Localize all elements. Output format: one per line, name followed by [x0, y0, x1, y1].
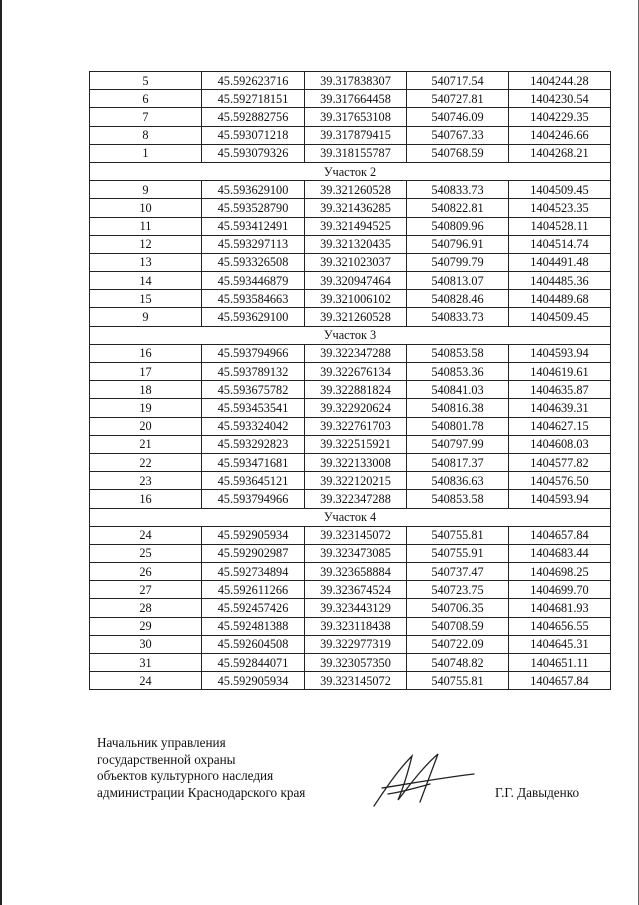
latitude-cell: 45.593446879	[202, 272, 305, 290]
table-row	[90, 181, 611, 199]
y-coordinate-cell: 1404229.35	[509, 108, 611, 126]
y-coordinate-cell: 1404657.84	[509, 672, 611, 690]
x-coordinate-cell: 540841.03	[407, 381, 509, 399]
longitude-cell: 39.317664458	[305, 90, 407, 108]
longitude-cell: 39.321260528	[305, 308, 407, 326]
position-line: государственной охраны	[97, 751, 236, 767]
table-row	[90, 199, 611, 217]
x-coordinate-cell: 540853.36	[407, 363, 509, 381]
section-header-row	[90, 508, 611, 526]
y-coordinate-cell: 1404656.55	[509, 617, 611, 635]
y-coordinate-cell: 1404577.82	[509, 453, 611, 471]
point-number-cell: 12	[90, 235, 202, 253]
y-coordinate-cell: 1404514.74	[509, 235, 611, 253]
x-coordinate-cell: 540737.47	[407, 563, 509, 581]
table-row	[90, 126, 611, 144]
point-number-cell: 1	[90, 144, 202, 162]
latitude-cell: 45.593528790	[202, 199, 305, 217]
x-coordinate-cell: 540813.07	[407, 272, 509, 290]
point-number-cell: 17	[90, 363, 202, 381]
latitude-cell: 45.592902987	[202, 544, 305, 562]
longitude-cell: 39.317838307	[305, 72, 407, 90]
latitude-cell: 45.593789132	[202, 363, 305, 381]
table-row	[90, 599, 611, 617]
latitude-cell: 45.593645121	[202, 472, 305, 490]
x-coordinate-cell: 540755.81	[407, 672, 509, 690]
y-coordinate-cell: 1404485.36	[509, 272, 611, 290]
section-header-row	[90, 326, 611, 344]
coordinates-table	[89, 71, 611, 690]
handwritten-signature	[368, 748, 478, 812]
point-number-cell: 24	[90, 672, 202, 690]
latitude-cell: 45.593471681	[202, 453, 305, 471]
longitude-cell: 39.322920624	[305, 399, 407, 417]
section-label: Участок 3	[90, 326, 611, 344]
longitude-cell: 39.322120215	[305, 472, 407, 490]
latitude-cell: 45.592734894	[202, 563, 305, 581]
point-number-cell: 15	[90, 290, 202, 308]
point-number-cell: 5	[90, 72, 202, 90]
longitude-cell: 39.321320435	[305, 235, 407, 253]
y-coordinate-cell: 1404593.94	[509, 490, 611, 508]
y-coordinate-cell: 1404491.48	[509, 253, 611, 271]
longitude-cell: 39.322347288	[305, 344, 407, 362]
x-coordinate-cell: 540767.33	[407, 126, 509, 144]
longitude-cell: 39.322133008	[305, 453, 407, 471]
point-number-cell: 25	[90, 544, 202, 562]
y-coordinate-cell: 1404683.44	[509, 544, 611, 562]
table-row	[90, 581, 611, 599]
y-coordinate-cell: 1404698.25	[509, 563, 611, 581]
x-coordinate-cell: 540755.91	[407, 544, 509, 562]
table-row	[90, 617, 611, 635]
table-row	[90, 472, 611, 490]
latitude-cell: 45.593326508	[202, 253, 305, 271]
x-coordinate-cell: 540706.35	[407, 599, 509, 617]
point-number-cell: 11	[90, 217, 202, 235]
longitude-cell: 39.323118438	[305, 617, 407, 635]
latitude-cell: 45.593292823	[202, 435, 305, 453]
longitude-cell: 39.321436285	[305, 199, 407, 217]
latitude-cell: 45.593079326	[202, 144, 305, 162]
longitude-cell: 39.323674524	[305, 581, 407, 599]
y-coordinate-cell: 1404489.68	[509, 290, 611, 308]
y-coordinate-cell: 1404509.45	[509, 181, 611, 199]
latitude-cell: 45.592481388	[202, 617, 305, 635]
point-number-cell: 6	[90, 90, 202, 108]
point-number-cell: 22	[90, 453, 202, 471]
longitude-cell: 39.321260528	[305, 181, 407, 199]
x-coordinate-cell: 540799.79	[407, 253, 509, 271]
longitude-cell: 39.322761703	[305, 417, 407, 435]
x-coordinate-cell: 540708.59	[407, 617, 509, 635]
point-number-cell: 21	[90, 435, 202, 453]
point-number-cell: 24	[90, 526, 202, 544]
longitude-cell: 39.322676134	[305, 363, 407, 381]
latitude-cell: 45.592905934	[202, 526, 305, 544]
coordinates-table-body	[90, 72, 611, 690]
page-left-edge	[0, 0, 2, 905]
point-number-cell: 10	[90, 199, 202, 217]
latitude-cell: 45.592718151	[202, 90, 305, 108]
point-number-cell: 8	[90, 126, 202, 144]
longitude-cell: 39.317879415	[305, 126, 407, 144]
longitude-cell: 39.323443129	[305, 599, 407, 617]
x-coordinate-cell: 540727.81	[407, 90, 509, 108]
table-row	[90, 654, 611, 672]
point-number-cell: 14	[90, 272, 202, 290]
point-number-cell: 19	[90, 399, 202, 417]
x-coordinate-cell: 540797.99	[407, 435, 509, 453]
latitude-cell: 45.592844071	[202, 654, 305, 672]
x-coordinate-cell: 540853.58	[407, 344, 509, 362]
table-row	[90, 217, 611, 235]
table-row	[90, 635, 611, 653]
point-number-cell: 26	[90, 563, 202, 581]
longitude-cell: 39.322977319	[305, 635, 407, 653]
table-row	[90, 544, 611, 562]
table-row	[90, 272, 611, 290]
longitude-cell: 39.321023037	[305, 253, 407, 271]
table-row	[90, 235, 611, 253]
point-number-cell: 23	[90, 472, 202, 490]
x-coordinate-cell: 540809.96	[407, 217, 509, 235]
table-row	[90, 672, 611, 690]
position-line: объектов культурного наследия	[97, 768, 274, 783]
latitude-cell: 45.592604508	[202, 635, 305, 653]
section-label: Участок 2	[90, 162, 611, 180]
latitude-cell: 45.593794966	[202, 344, 305, 362]
x-coordinate-cell: 540755.81	[407, 526, 509, 544]
table-row	[90, 563, 611, 581]
point-number-cell: 9	[90, 308, 202, 326]
table-row	[90, 381, 611, 399]
x-coordinate-cell: 540717.54	[407, 72, 509, 90]
point-number-cell: 29	[90, 617, 202, 635]
table-row	[90, 253, 611, 271]
y-coordinate-cell: 1404528.11	[509, 217, 611, 235]
y-coordinate-cell: 1404639.31	[509, 399, 611, 417]
table-row	[90, 399, 611, 417]
longitude-cell: 39.323473085	[305, 544, 407, 562]
y-coordinate-cell: 1404681.93	[509, 599, 611, 617]
x-coordinate-cell: 540801.78	[407, 417, 509, 435]
y-coordinate-cell: 1404244.28	[509, 72, 611, 90]
latitude-cell: 45.592882756	[202, 108, 305, 126]
x-coordinate-cell: 540722.09	[407, 635, 509, 653]
point-number-cell: 7	[90, 108, 202, 126]
y-coordinate-cell: 1404619.61	[509, 363, 611, 381]
x-coordinate-cell: 540836.63	[407, 472, 509, 490]
longitude-cell: 39.323057350	[305, 654, 407, 672]
longitude-cell: 39.323658884	[305, 563, 407, 581]
longitude-cell: 39.322347288	[305, 490, 407, 508]
section-label: Участок 4	[90, 508, 611, 526]
x-coordinate-cell: 540833.73	[407, 181, 509, 199]
longitude-cell: 39.318155787	[305, 144, 407, 162]
x-coordinate-cell: 540768.59	[407, 144, 509, 162]
longitude-cell: 39.317653108	[305, 108, 407, 126]
signatory-position	[97, 735, 305, 801]
latitude-cell: 45.592457426	[202, 599, 305, 617]
latitude-cell: 45.593071218	[202, 126, 305, 144]
y-coordinate-cell: 1404645.31	[509, 635, 611, 653]
position-line: администрации Краснодарского края	[97, 784, 306, 800]
point-number-cell: 27	[90, 581, 202, 599]
longitude-cell: 39.322515921	[305, 435, 407, 453]
y-coordinate-cell: 1404246.66	[509, 126, 611, 144]
table-row	[90, 453, 611, 471]
y-coordinate-cell: 1404268.21	[509, 144, 611, 162]
latitude-cell: 45.593324042	[202, 417, 305, 435]
latitude-cell: 45.593297113	[202, 235, 305, 253]
y-coordinate-cell: 1404651.11	[509, 654, 611, 672]
table-row	[90, 108, 611, 126]
x-coordinate-cell: 540828.46	[407, 290, 509, 308]
x-coordinate-cell: 540853.58	[407, 490, 509, 508]
table-row	[90, 72, 611, 90]
point-number-cell: 28	[90, 599, 202, 617]
y-coordinate-cell: 1404627.15	[509, 417, 611, 435]
latitude-cell: 45.593794966	[202, 490, 305, 508]
latitude-cell: 45.592623716	[202, 72, 305, 90]
x-coordinate-cell: 540796.91	[407, 235, 509, 253]
point-number-cell: 16	[90, 344, 202, 362]
signer-name: Г.Г. Давыденко	[495, 785, 580, 800]
table-row	[90, 144, 611, 162]
point-number-cell: 16	[90, 490, 202, 508]
point-number-cell: 31	[90, 654, 202, 672]
y-coordinate-cell: 1404230.54	[509, 90, 611, 108]
table-row	[90, 417, 611, 435]
latitude-cell: 45.593675782	[202, 381, 305, 399]
y-coordinate-cell: 1404699.70	[509, 581, 611, 599]
y-coordinate-cell: 1404576.50	[509, 472, 611, 490]
table-row	[90, 308, 611, 326]
longitude-cell: 39.323145072	[305, 526, 407, 544]
latitude-cell: 45.592905934	[202, 672, 305, 690]
y-coordinate-cell: 1404608.03	[509, 435, 611, 453]
table-row	[90, 435, 611, 453]
latitude-cell: 45.593412491	[202, 217, 305, 235]
latitude-cell: 45.593584663	[202, 290, 305, 308]
x-coordinate-cell: 540817.37	[407, 453, 509, 471]
x-coordinate-cell: 540833.73	[407, 308, 509, 326]
table-row	[90, 490, 611, 508]
y-coordinate-cell: 1404509.45	[509, 308, 611, 326]
x-coordinate-cell: 540723.75	[407, 581, 509, 599]
point-number-cell: 30	[90, 635, 202, 653]
point-number-cell: 13	[90, 253, 202, 271]
x-coordinate-cell: 540822.81	[407, 199, 509, 217]
table-row	[90, 344, 611, 362]
table-row	[90, 90, 611, 108]
longitude-cell: 39.321006102	[305, 290, 407, 308]
table-row	[90, 290, 611, 308]
table-row	[90, 526, 611, 544]
point-number-cell: 18	[90, 381, 202, 399]
point-number-cell: 9	[90, 181, 202, 199]
x-coordinate-cell: 540816.38	[407, 399, 509, 417]
latitude-cell: 45.593453541	[202, 399, 305, 417]
section-header-row	[90, 162, 611, 180]
latitude-cell: 45.592611266	[202, 581, 305, 599]
longitude-cell: 39.323145072	[305, 672, 407, 690]
table-row	[90, 363, 611, 381]
position-line: Начальник управления	[97, 735, 226, 750]
point-number-cell: 20	[90, 417, 202, 435]
latitude-cell: 45.593629100	[202, 181, 305, 199]
y-coordinate-cell: 1404635.87	[509, 381, 611, 399]
x-coordinate-cell: 540746.09	[407, 108, 509, 126]
y-coordinate-cell: 1404523.35	[509, 199, 611, 217]
x-coordinate-cell: 540748.82	[407, 654, 509, 672]
latitude-cell: 45.593629100	[202, 308, 305, 326]
longitude-cell: 39.320947464	[305, 272, 407, 290]
y-coordinate-cell: 1404657.84	[509, 526, 611, 544]
longitude-cell: 39.322881824	[305, 381, 407, 399]
longitude-cell: 39.321494525	[305, 217, 407, 235]
y-coordinate-cell: 1404593.94	[509, 344, 611, 362]
